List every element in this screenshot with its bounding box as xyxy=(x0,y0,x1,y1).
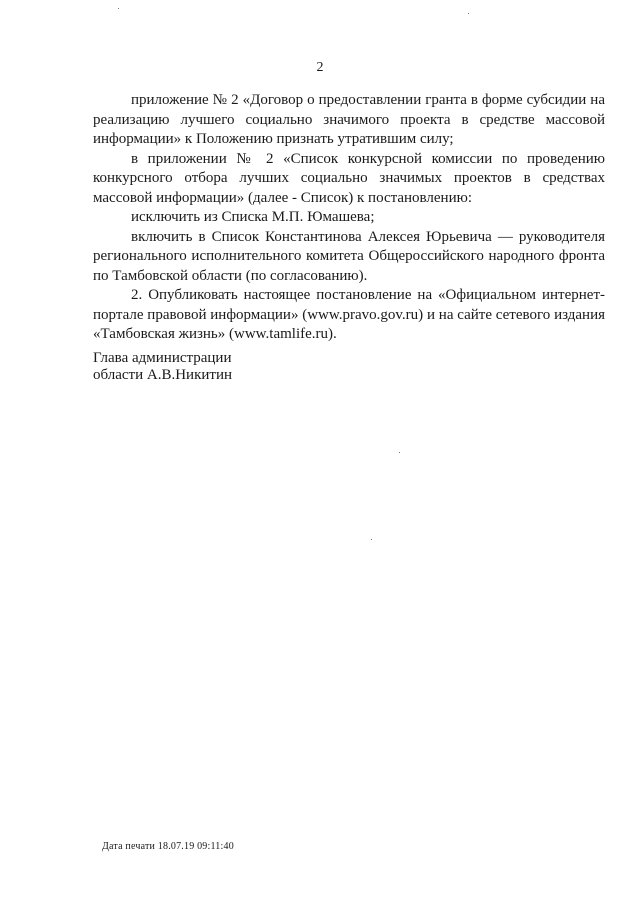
document-body xyxy=(93,91,605,345)
paragraph-3: исключить из Списка М.П. Юмашева; xyxy=(131,209,375,225)
page-number: 2 xyxy=(316,60,324,75)
scan-speck xyxy=(468,13,469,14)
paragraph-1: приложение № 2 «Договор о предоставлении гранта в форме субсидии на реализацию лучшего социально значимого проекта в средстве массовой информации» к Положению признать утратившим силу; xyxy=(93,92,605,147)
paragraph-5: 2. Опубликовать настоящее постановление на «Официальном интернет-портале правовой информации» (www.pravo.gov.ru) и на сайте сетевого издания «Тамбовская жизнь» (www.tamlife.ru). xyxy=(93,287,605,342)
signature-name: области А.В.Никитин xyxy=(93,367,233,383)
paragraph-2: в приложении № 2 «Список конкурсной комиссии по проведению конкурсного отбора лучших социально значимых проектов в средствах массовой информации» (далее - Список) к постановлению: xyxy=(93,150,605,206)
signature-block xyxy=(93,350,232,384)
scan-speck xyxy=(371,539,372,540)
print-date: Дата печати 18.07.19 09:11:40 xyxy=(102,841,234,852)
scan-speck xyxy=(399,452,400,453)
paragraph-4: включить в Список Константинова Алексея Юрьевича — руководителя регионального исполнительного комитета Общероссийского народного фронта по Тамбовской области (по согласованию). xyxy=(93,228,605,284)
signature-title: Глава администрации xyxy=(93,350,232,366)
scan-speck xyxy=(118,8,119,9)
